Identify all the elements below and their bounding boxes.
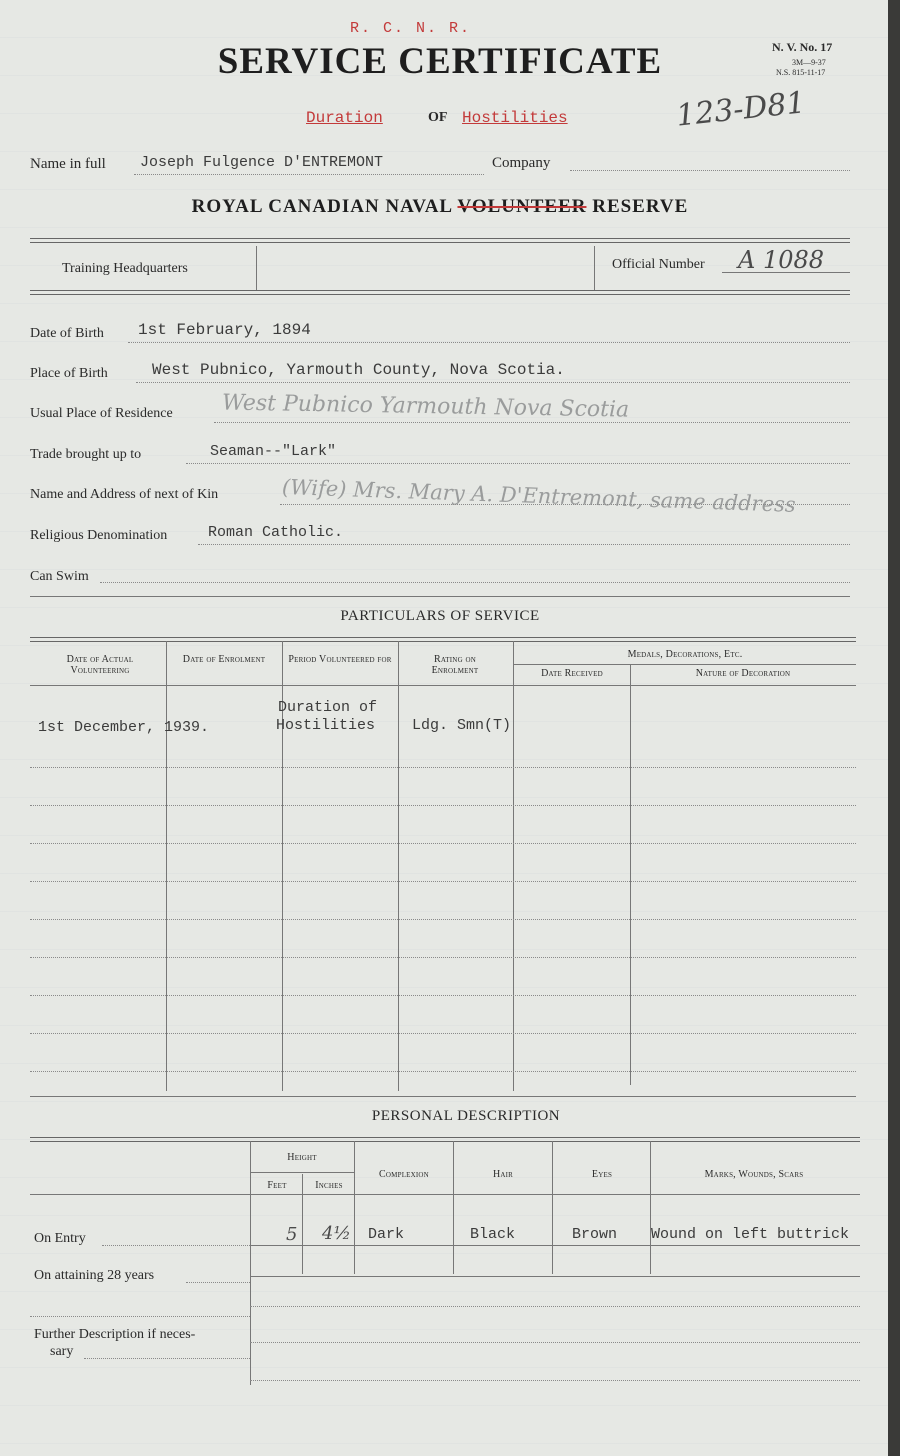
residence-underline: [214, 422, 850, 423]
pob-value: West Pubnico, Yarmouth County, Nova Scotia.: [152, 361, 565, 379]
entry-marks: Wound on left buttrick: [651, 1226, 850, 1243]
pd-blank-line: [250, 1380, 860, 1381]
pd-divider-feet: [302, 1174, 303, 1274]
name-value: Joseph Fulgence D'ENTREMONT: [140, 154, 384, 171]
svc-rating: Ldg. Smn(T): [412, 717, 512, 734]
reserve-prefix: ROYAL CANADIAN NAVAL: [191, 196, 453, 217]
kin-underline: [280, 504, 850, 505]
dob-label: Date of Birth: [30, 326, 104, 341]
height-header: Height: [287, 1152, 317, 1163]
personal-top-rule: [30, 1096, 856, 1097]
print-code-2: N.S. 815-11-17: [776, 68, 826, 77]
reserve-suffix: RESERVE: [592, 196, 689, 217]
svc-row-line: [30, 1071, 856, 1072]
on-entry-label: On Entry: [34, 1231, 86, 1246]
personal-header-bottom: [30, 1194, 860, 1195]
pd-divider-inches: [354, 1141, 355, 1274]
official-number-divider: [594, 246, 595, 290]
pd-blank-line: [250, 1342, 860, 1343]
residence-label: Usual Place of Residence: [30, 406, 173, 421]
form-number: N. V. No. 17: [772, 40, 833, 54]
svc-row-line: [30, 1033, 856, 1034]
pd-divider-complexion: [453, 1141, 454, 1274]
entry-feet: 5: [286, 1224, 298, 1245]
official-number-underline: [722, 272, 850, 273]
on-28-underline: [186, 1282, 250, 1283]
entry-eyes: Brown: [572, 1226, 618, 1243]
eyes-header: Eyes: [591, 1169, 613, 1180]
on-28-label: On attaining 28 years: [34, 1268, 155, 1283]
reserve-name: [0, 196, 880, 218]
medals-subrule: [514, 664, 856, 665]
further-label-2: sary: [50, 1344, 74, 1359]
hair-header: Hair: [492, 1169, 514, 1180]
rcnr-stamp: R. C. N. R.: [350, 20, 472, 37]
religion-value: Roman Catholic.: [208, 524, 344, 541]
swim-label: Can Swim: [30, 569, 89, 584]
personal-header-top: [30, 1137, 860, 1142]
svc-divider-4: [513, 641, 514, 1091]
name-label: Name in full: [30, 156, 106, 172]
kin-value: (Wife) Mrs. Mary A. D'Entremont, same address: [281, 475, 797, 517]
pob-label: Place of Birth: [30, 366, 108, 381]
training-hq-divider: [256, 246, 257, 290]
feet-header: Feet: [267, 1180, 287, 1191]
service-heading: PARTICULARS OF SERVICE: [340, 608, 540, 624]
religion-label: Religious Denomination: [30, 528, 168, 543]
col-date-received: Date Received: [541, 668, 603, 679]
residence-value: West Pubnico Yarmouth Nova Scotia: [221, 390, 630, 423]
pob-underline: [136, 382, 850, 383]
file-reference-handwritten: 123-D81: [674, 85, 808, 134]
official-number-label: Official Number: [612, 257, 705, 272]
pd-divider-eyes: [650, 1141, 651, 1274]
training-hq-label: Training Headquarters: [62, 261, 188, 276]
svc-divider-1: [166, 641, 167, 1091]
entry-complexion: Dark: [368, 1226, 405, 1243]
service-header-top: [30, 637, 856, 642]
inches-header: Inches: [315, 1180, 343, 1191]
col-rating: Rating on Enrolment: [431, 654, 479, 676]
svc-period-line2: Hostilities: [276, 717, 376, 734]
on-entry-underline: [102, 1245, 250, 1246]
svc-row-line: [30, 805, 856, 806]
dob-value: 1st February, 1894: [138, 321, 311, 339]
religion-underline: [198, 544, 850, 545]
trade-value: Seaman--"Lark": [210, 443, 337, 460]
page-edge-shadow: [888, 0, 900, 1456]
company-label: Company: [492, 155, 551, 171]
dob-underline: [128, 342, 850, 343]
box-top-rule: [30, 238, 850, 243]
pd-divider-label: [250, 1141, 251, 1385]
company-underline: [570, 170, 850, 171]
box-bottom-rule: [30, 290, 850, 295]
complexion-header: Complexion: [379, 1169, 429, 1180]
svc-date-volunteering: 1st December, 1939.: [38, 719, 210, 736]
name-underline: [134, 174, 484, 175]
svc-divider-5: [630, 665, 631, 1085]
document-title: SERVICE CERTIFICATE: [217, 41, 663, 82]
col-medals: Medals, Decorations, Etc.: [627, 649, 743, 660]
col-date-volunteering: Date of Actual Volunteering: [66, 654, 134, 676]
trade-label: Trade brought up to: [30, 447, 142, 462]
personal-heading: PERSONAL DESCRIPTION: [371, 1108, 561, 1124]
svc-row-line: [30, 957, 856, 958]
height-subrule: [250, 1172, 354, 1173]
pd-divider-hair: [552, 1141, 553, 1274]
service-top-rule: [30, 596, 850, 597]
service-header-bottom: [30, 685, 856, 686]
col-period: Period Volunteered for: [288, 654, 392, 665]
further-underline: [84, 1358, 250, 1359]
svc-row-line: [30, 843, 856, 844]
entry-row-line: [250, 1245, 860, 1246]
trade-underline: [186, 463, 850, 464]
pd-blank-line: [30, 1316, 250, 1317]
marks-header: Marks, Wounds, Scars: [704, 1169, 804, 1180]
further-label-1: Further Description if neces-: [34, 1327, 196, 1342]
svc-divider-3: [398, 641, 399, 1091]
svc-period-line1: Duration of: [278, 699, 378, 716]
svc-row-line: [30, 995, 856, 996]
col-nature-decoration: Nature of Decoration: [695, 668, 791, 679]
pd-blank-line: [250, 1306, 860, 1307]
svc-row-line: [30, 767, 856, 768]
duration-word: Duration: [306, 109, 383, 127]
col-date-enrolment: Date of Enrolment: [182, 654, 266, 665]
swim-underline: [100, 582, 850, 583]
kin-label: Name and Address of next of Kin: [30, 487, 219, 502]
row-28-line: [250, 1276, 860, 1277]
reserve-struck-word: VOLUNTEER: [457, 196, 587, 217]
entry-hair: Black: [470, 1226, 516, 1243]
entry-inches: 4½: [322, 1223, 351, 1244]
of-word: OF: [428, 110, 448, 125]
print-code-1: 3M—9-37: [792, 58, 826, 67]
svc-row-line: [30, 919, 856, 920]
hostilities-word: Hostilities: [462, 109, 568, 127]
official-number-value: A 1088: [738, 246, 825, 274]
svc-row-line: [30, 881, 856, 882]
